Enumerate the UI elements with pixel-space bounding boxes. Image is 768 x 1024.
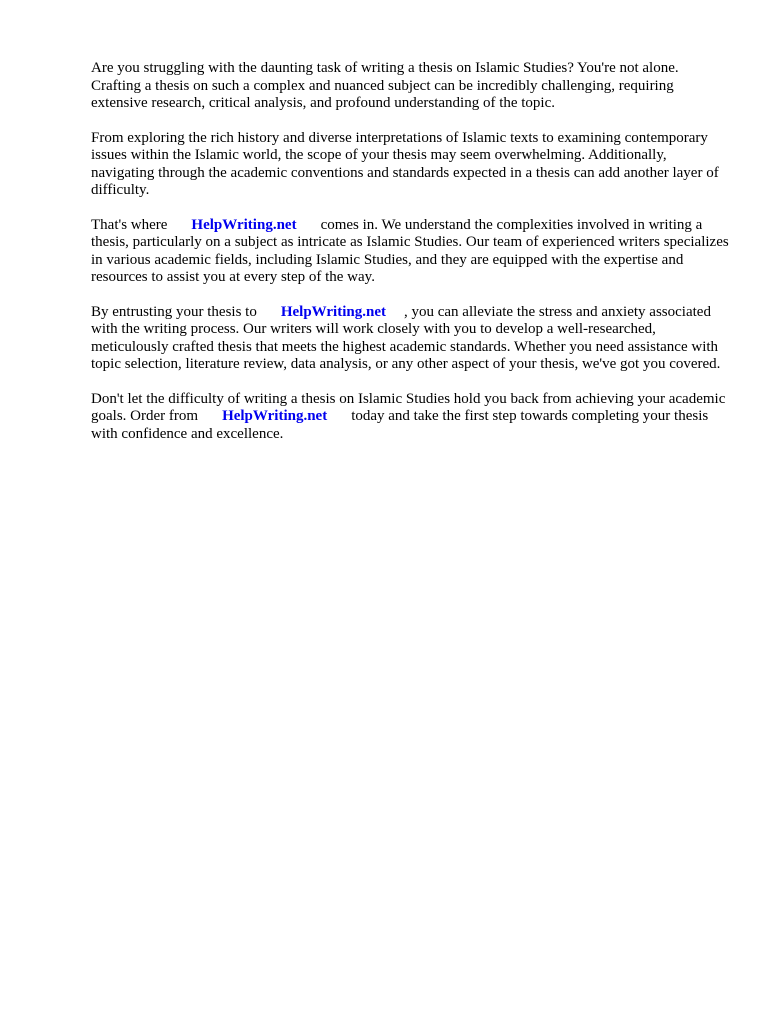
paragraph-text-before-link: That's where bbox=[91, 216, 168, 233]
paragraph-helpwriting-intro bbox=[91, 217, 731, 287]
paragraph-intro: Are you struggling with the daunting task of writing a thesis on Islamic Studies? You're not alone. Crafting a thesis on such a complex and nuanced subject can be incredibly challenging, requiring extensive research, critical analysis, and profound understanding of the topic. bbox=[91, 60, 679, 111]
helpwriting-link[interactable]: HelpWriting.net bbox=[222, 408, 328, 424]
paragraph-text-after-link: , you can alleviate the stress and anxiety associated with the writing process. Our writers will work closely with you to develop a well-researched, meticulously crafted thesis that meets the highest academic standards. Whether you need assistance with topic selection, literature review, data analysis, or any other aspect of your thesis, we've got you covered. bbox=[91, 303, 721, 372]
paragraph-text-after-link: today and take the first step towards completing your thesis with confidence and excellence. bbox=[91, 408, 709, 442]
paragraph-text-before-link: By entrusting your thesis to bbox=[91, 303, 257, 320]
helpwriting-link[interactable]: HelpWriting.net bbox=[280, 303, 386, 320]
paragraph-text-after-link: comes in. We understand the complexities involved in writing a thesis, particularly on a subject as intricate as Islamic Studies. Our team of experienced writers specializes in various academic fields, including Islamic Studies, and they are equipped with the expertise and resources to assist you at every step of the way. bbox=[91, 216, 729, 285]
paragraph-entrusting bbox=[91, 304, 731, 374]
paragraph-text-before-link: Don't let the difficulty of writing a thesis on Islamic Studies hold you back from achieving your academic goals. Order from bbox=[91, 390, 726, 424]
paragraph-scope: From exploring the rich history and diverse interpretations of Islamic texts to examining contemporary issues within the Islamic world, the scope of your thesis may seem overwhelming. Additionally, navigating through the academic conventions and standards expected in a thesis can add another layer of difficulty. bbox=[91, 129, 719, 198]
helpwriting-link[interactable]: HelpWriting.net bbox=[191, 216, 297, 233]
paragraph-call-to-action bbox=[91, 391, 731, 444]
document-body bbox=[91, 60, 731, 460]
